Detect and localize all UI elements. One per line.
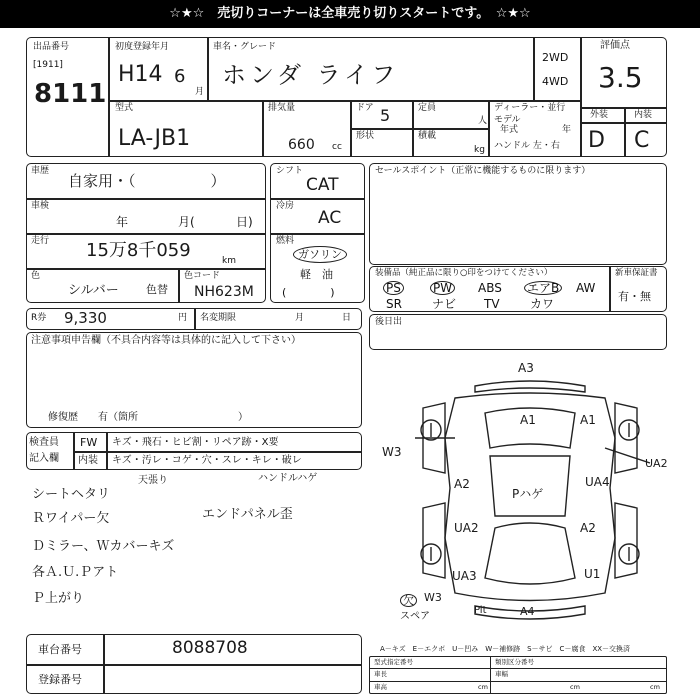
equip-airbag: エアB — [524, 281, 562, 295]
damage-ua2-left: UA2 — [454, 521, 479, 535]
spec-l1: 型式指定番号 — [374, 658, 413, 666]
damage-a2-right: A2 — [580, 521, 596, 535]
tax-label: 名変期限 — [200, 313, 237, 323]
equip-navi: ナビ — [432, 297, 457, 311]
damage-a1-front: A1 — [520, 413, 536, 427]
inspector-naiso: 内装 — [78, 455, 98, 466]
spec-l3: 車長 — [374, 670, 387, 678]
mileage-unit: km — [222, 256, 236, 266]
equipment-label: 装備品（純正品に限り○印をつけてください） — [375, 268, 553, 278]
car-name-label: 車名・グレード — [213, 42, 277, 52]
header-banner: ☆★☆ 売切りコーナーは全車売り切りスタートです。 ☆★☆ — [0, 0, 700, 28]
note-1: シートヘタリ — [32, 487, 111, 502]
first-reg-month: 6 — [174, 66, 186, 87]
exterior-label: 外装 — [590, 110, 609, 120]
damage-ua4: UA4 — [585, 475, 610, 489]
equip-leather: カワ — [530, 297, 555, 311]
first-reg-label: 初度登録年月 — [115, 42, 170, 52]
dealer-line4: ハンドル 左・右 — [494, 141, 560, 151]
recycle-label: R券 — [31, 313, 47, 323]
damage-a1-right: A1 — [580, 413, 596, 427]
note-5: 各Ａ.Ｕ.Ｐアト — [32, 565, 119, 580]
tax-day: 日 — [342, 313, 352, 323]
lot-label: 出品番号 — [33, 42, 70, 52]
color-value: シルバー — [68, 283, 119, 298]
car-name-value: ホンダ ライフ — [222, 61, 400, 89]
damage-ua3: UA3 — [452, 569, 477, 583]
equip-sr: SR — [386, 297, 402, 311]
usage-label: 車歴 — [31, 166, 50, 176]
note-6: Ｐ上がり — [32, 591, 85, 606]
displacement-value: 660 — [288, 137, 315, 153]
first-reg-month-unit: 月 — [195, 87, 205, 97]
spec-unit1: cm — [478, 683, 488, 691]
recycle-unit: 円 — [178, 313, 188, 323]
equip-ps: PS — [383, 281, 404, 295]
shift-label: シフト — [276, 166, 304, 176]
fuel-label: 燃料 — [276, 236, 295, 246]
damage-a2-left: A2 — [454, 477, 470, 491]
dealer-line1: ディーラー・並行 — [494, 103, 566, 113]
grade-label: 評価点 — [600, 40, 630, 51]
damage-u1: U1 — [584, 567, 601, 581]
reg-no-label: 登録番号 — [38, 673, 82, 686]
inspector-row1: キズ・飛石・ヒビ割・リペア跡・X要 — [112, 437, 279, 448]
inspector-note-headliner: 天張り — [138, 475, 168, 486]
dealer-line2: モデル — [494, 115, 521, 125]
door-value: 5 — [380, 106, 391, 125]
displacement-label: 排気量 — [268, 103, 296, 113]
capacity-unit: 人 — [478, 116, 488, 126]
note-2: Ｒワイパー欠 — [32, 511, 110, 526]
fuel-other: ( ) — [282, 286, 335, 299]
grade-value: 3.5 — [598, 61, 643, 94]
sales-point-label: セールスポイント（正常に機能するものに限ります） — [375, 166, 591, 176]
damage-legend: A－キズ E－エクボ U－凹み W－補修跡 S－サビ C－腐食 XX－交換済 — [380, 645, 631, 653]
later-box — [369, 314, 667, 350]
damage-w3-rear: W3 — [424, 591, 442, 604]
payload-label: 積載 — [418, 131, 437, 141]
drive-4wd: 4WD — [542, 75, 569, 88]
equip-aw: AW — [576, 281, 596, 295]
inspector-fw: FW — [80, 436, 98, 449]
fuel-diesel: 軽 油 — [300, 268, 333, 281]
damage-spare-missing: 欠 — [400, 594, 417, 607]
equip-abs: ABS — [478, 281, 502, 295]
later-label: 後日出 — [375, 317, 403, 327]
sales-point-box — [369, 163, 667, 265]
damage-w3-left: W3 — [382, 445, 402, 459]
spec-unit3: cm — [650, 683, 660, 691]
spec-l4: 車幅 — [495, 670, 508, 678]
drive-2wd: 2WD — [542, 51, 569, 64]
note-3: エンドパネル歪 — [202, 507, 293, 522]
spec-unit2: cm — [570, 683, 580, 691]
door-label: ドア — [356, 103, 374, 113]
damage-ua2-right: UA2 — [645, 457, 668, 470]
dealer-line3-unit: 年 — [562, 125, 572, 135]
tax-month: 月 — [295, 313, 305, 323]
shaken-month: 月( — [178, 215, 195, 229]
note-4: Ｄミラー、Ｗカバーキズ — [32, 539, 175, 554]
color-change-label: 色替 — [146, 283, 168, 296]
capacity-label: 定員 — [418, 103, 437, 113]
lot-number: 8111 — [34, 79, 107, 109]
new-car-warranty-label: 新車保証書 — [615, 268, 658, 278]
equip-pw: PW — [430, 281, 455, 295]
recycle-value: 9,330 — [64, 309, 107, 327]
dealer-line3: 年式 — [500, 125, 519, 135]
equip-tv: TV — [484, 297, 500, 311]
damage-p-hage: Pハゲ — [512, 487, 544, 501]
chassis-value: 8088708 — [172, 638, 248, 658]
exterior-grade: D — [588, 128, 605, 153]
interior-grade: C — [634, 128, 650, 153]
shaken-label: 車検 — [31, 201, 50, 211]
damage-a4: A4 — [520, 605, 535, 618]
lot-code: [1911] — [33, 60, 63, 70]
color-label: 色 — [31, 271, 41, 281]
first-reg-year: H14 — [118, 62, 163, 87]
damage-pit: Pit — [474, 605, 487, 616]
usage-value: 自家用・（ ） — [68, 172, 226, 190]
payload-unit: kg — [474, 145, 485, 155]
fuel-gasoline: ガソリン — [293, 246, 347, 263]
ac-value: AC — [318, 208, 342, 228]
inspector-row2: キズ・汚レ・コゲ・穴・スレ・キレ・破レ — [112, 455, 302, 466]
repair-history: 修復歴 有（箇所 ） — [48, 412, 248, 423]
chassis-label: 車台番号 — [38, 643, 82, 656]
model-value: LA-JB1 — [118, 126, 191, 151]
inspector-label2: 記入欄 — [29, 453, 59, 464]
notes-label: 注意事項申告欄（不具合内容等は具体的に記入して下さい） — [31, 335, 301, 346]
spare-label: スペア — [400, 611, 430, 622]
interior-label: 内装 — [634, 110, 653, 120]
mileage-value: 15万8千059 — [86, 240, 191, 261]
shaken-day: 日) — [236, 215, 253, 229]
shaken-year: 年 — [116, 215, 129, 229]
ac-label: 冷房 — [276, 201, 295, 211]
inspector-label1: 検査員 — [29, 437, 59, 448]
shift-value: CAT — [306, 175, 339, 195]
color-code-label: 色コード — [184, 271, 221, 281]
shape-label: 形状 — [356, 131, 375, 141]
inspector-note-handle: ハンドルハゲ — [258, 473, 318, 484]
model-label: 型式 — [115, 103, 134, 113]
mileage-label: 走行 — [31, 236, 50, 246]
displacement-unit: cc — [332, 142, 342, 152]
color-code-value: NH623M — [194, 284, 254, 300]
damage-a3: A3 — [518, 361, 534, 375]
spec-l5: 車高 — [374, 683, 387, 691]
spec-l2: 類別区分番号 — [495, 658, 534, 666]
new-car-warranty-value: 有・無 — [618, 290, 651, 303]
